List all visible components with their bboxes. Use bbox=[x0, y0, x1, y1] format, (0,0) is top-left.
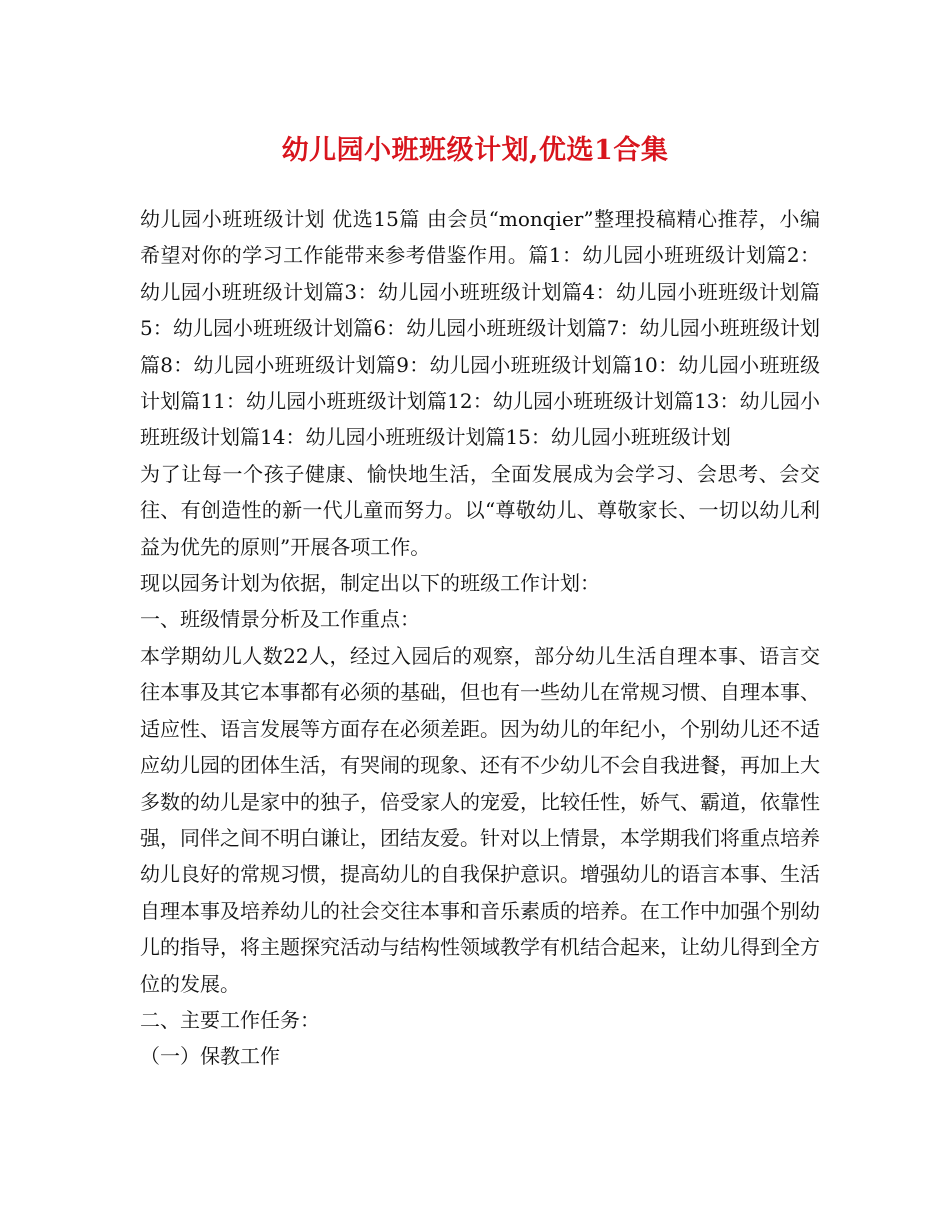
section-heading-1: 一、班级情景分析及工作重点： bbox=[140, 607, 420, 632]
document-title: 幼儿园小班班级计划,优选1合集 bbox=[281, 135, 669, 166]
document-body bbox=[140, 201, 820, 1075]
paragraph-basis: 现以园务计划为依据，制定出以下的班级工作计划： bbox=[140, 571, 600, 596]
paragraph-analysis: 本学期幼儿人数22人，经过入园后的观察，部分幼儿生活自理本事、语言交往本事及其它本事都有必须的基础，但也有一些幼儿在常规习惯、自理本事、适应性、语言发展等方面存在必须差距。因为幼儿的年纪小，个别幼儿还不适应幼儿园的团体生活，有哭闹的现象、还有不少幼儿不会自我进餐，再加上大多数的幼儿是家中的独子，倍受家人的宠爱，比较任性，娇气、霸道，依靠性强，同伴之间不明白谦让，团结友爱。针对以上情景，本学期我们将重点培养幼儿良好的常规习惯，提高幼儿的自我保护意识。增强幼儿的语言本事、生活自理本事及培养幼儿的社会交往本事和音乐素质的培养。在工作中加强个别幼儿的指导，将主题探究活动与结构性领域教学有机结合起来，让幼儿得到全方位的发展。 bbox=[140, 643, 820, 996]
subsection-heading-1: （一）保教工作 bbox=[140, 1044, 280, 1069]
section-heading-2: 二、主要工作任务： bbox=[140, 1007, 320, 1032]
intro-paragraph: 幼儿园小班班级计划 优选15篇 由会员“monqier”整理投稿精心推荐，小编希望对你的学习工作能带来参考借鉴作用。篇1：幼儿园小班班级计划篇2：幼儿园小班班级计划篇3：幼儿园小班班级计划篇4：幼儿园小班班级计划篇5：幼儿园小班班级计划篇6：幼儿园小班班级计划篇7：幼儿园小班班级计划篇8：幼儿园小班班级计划篇9：幼儿园小班班级计划篇10：幼儿园小班班级计划篇11：幼儿园小班班级计划篇12：幼儿园小班班级计划篇13：幼儿园小班班级计划篇14：幼儿园小班班级计划篇15：幼儿园小班班级计划 bbox=[140, 207, 820, 450]
paragraph-goal: 为了让每一个孩子健康、愉快地生活，全面发展成为会学习、会思考、会交往、有创造性的新一代儿童而努力。以“尊敬幼儿、尊敬家长、一切以幼儿利益为优先的原则”开展各项工作。 bbox=[140, 461, 820, 559]
